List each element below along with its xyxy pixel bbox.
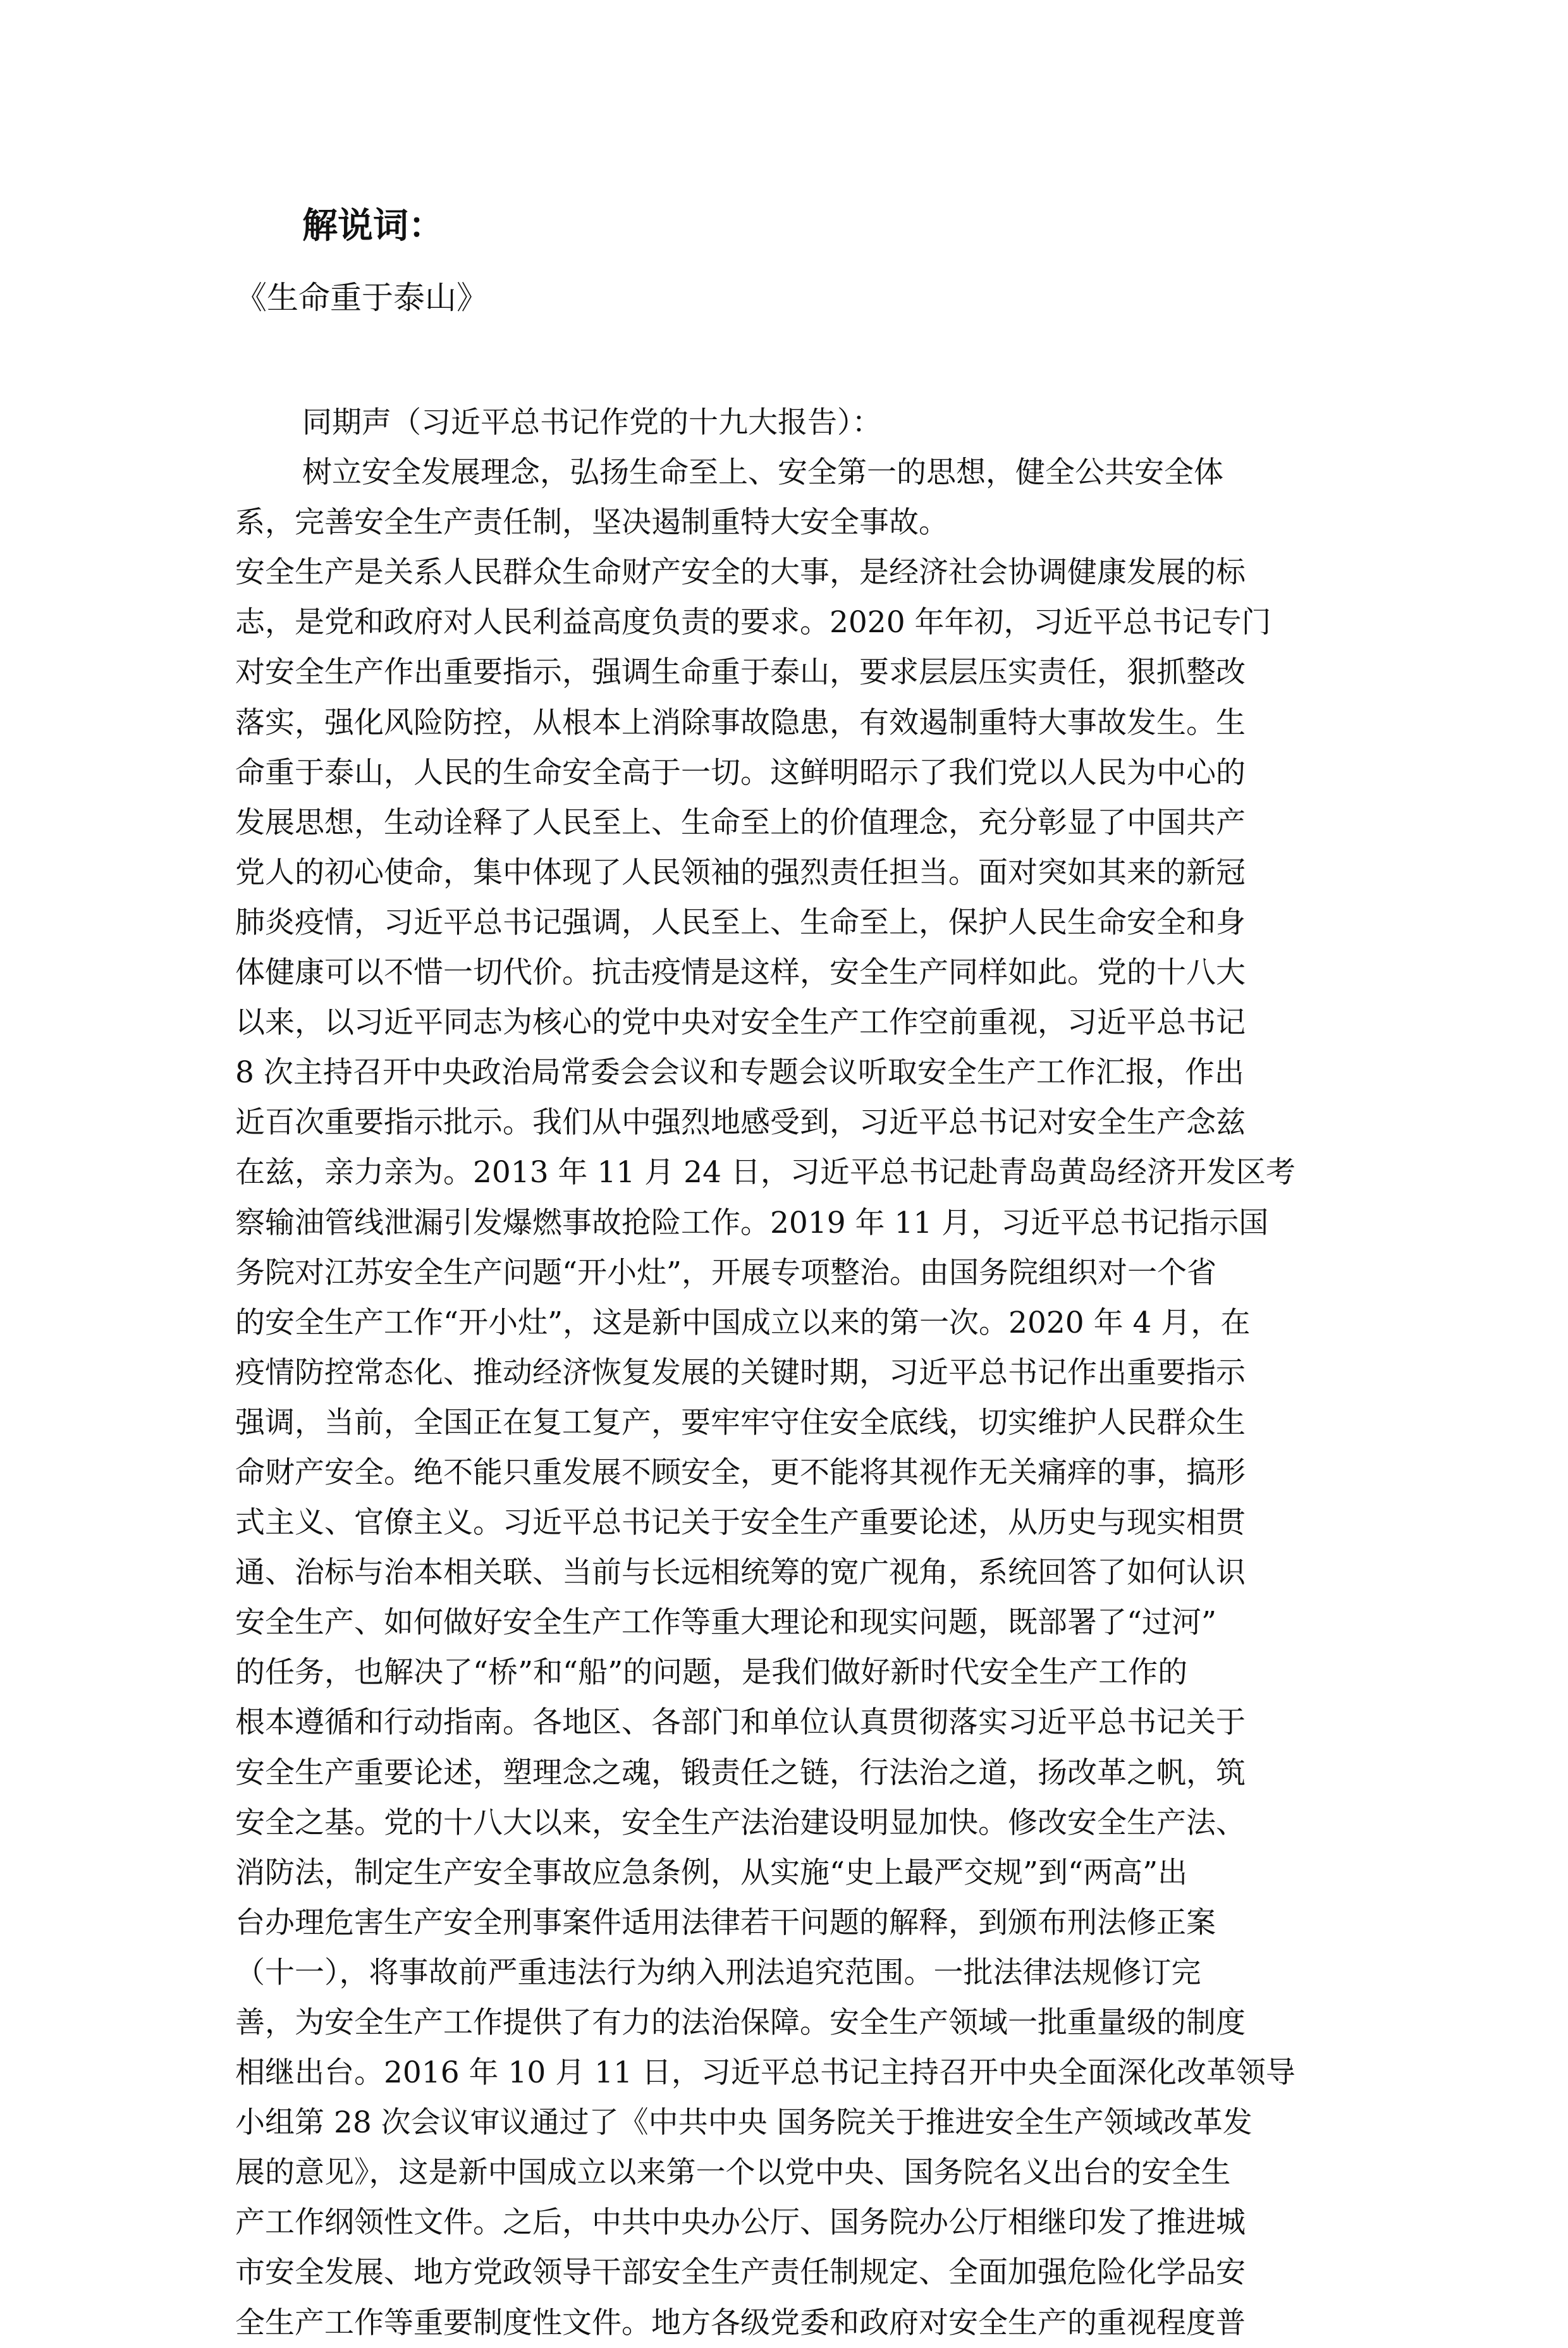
text-line-6: 对安全生产作出重要指示，强调生命重于泰山，要求层层压实责任，狠抓整改	[235, 655, 1246, 690]
text-line-8: 命重于泰山，人民的生命安全高于一切。这鲜明昭示了我们党以人民为中心的	[235, 755, 1246, 790]
text-line-2: 树立安全发展理念，弘扬生命至上、安全第一的思想，健全公共安全体	[302, 455, 1223, 491]
text-line-22: 命财产安全。绝不能只重发展不顾安全，更不能将其视作无关痛痒的事，搞形	[235, 1455, 1246, 1490]
text-line-32: （十一），将事故前严重违法行为纳入刑法追究范围。一批法律法规修订完	[235, 1955, 1201, 1990]
text-line-34: 相继出台。2016 年 10 月 11 日，习近平总书记主持召开中央全面深化改革领导	[235, 2055, 1295, 2091]
text-line-4: 安全生产是关系人民群众生命财产安全的大事，是经济社会协调健康发展的标	[235, 555, 1246, 590]
text-line-37: 产工作纲领性文件。之后，中共中央办公厅、国务院办公厅相继印发了推进城	[235, 2205, 1246, 2241]
text-line-14: 8 次主持召开中央政治局常委会会议和专题会议听取安全生产工作汇报，作出	[235, 1055, 1244, 1091]
text-line-33: 善，为安全生产工作提供了有力的法治保障。安全生产领域一批重量级的制度	[235, 2005, 1246, 2040]
text-line-39: 全生产工作等重要制度性文件。地方各级党委和政府对安全生产的重视程度普	[235, 2305, 1246, 2340]
text-line-5: 志，是党和政府对人民利益高度负责的要求。2020 年年初，习近平总书记专门	[235, 605, 1271, 640]
text-line-21: 强调，当前，全国正在复工复产，要牢牢守住安全底线，切实维护人民群众生	[235, 1405, 1246, 1440]
text-line-20: 疫情防控常态化、推动经济恢复发展的关键时期，习近平总书记作出重要指示	[235, 1355, 1246, 1390]
text-line-9: 发展思想，生动诠释了人民至上、生命至上的价值理念，充分彰显了中国共产	[235, 805, 1246, 840]
subtitle: 《生命重于泰山》	[235, 279, 488, 316]
heading: 解说词：	[302, 205, 444, 247]
text-line-13: 以来，以习近平同志为核心的党中央对安全生产工作空前重视，习近平总书记	[235, 1005, 1246, 1041]
text-line-10: 党人的初心使命，集中体现了人民领袖的强烈责任担当。面对突如其来的新冠	[235, 855, 1246, 890]
text-line-18: 务院对江苏安全生产问题“开小灶”，开展专项整治。由国务院组织对一个省	[235, 1255, 1217, 1290]
text-line-38: 市安全发展、地方党政领导干部安全生产责任制规定、全面加强危险化学品安	[235, 2255, 1246, 2290]
text-line-7: 落实，强化风险防控，从根本上消除事故隐患，有效遏制重特大事故发生。生	[235, 705, 1246, 740]
text-line-16: 在兹，亲力亲为。2013 年 11 月 24 日，习近平总书记赴青岛黄岛经济开发区考	[235, 1155, 1295, 1190]
text-line-3: 系，完善安全生产责任制，坚决遏制重特大安全事故。	[235, 505, 948, 541]
text-line-19: 的安全生产工作“开小灶”，这是新中国成立以来的第一次。2020 年 4 月，在	[235, 1305, 1251, 1340]
text-line-35: 小组第 28 次会议审议通过了《中共中央 国务院关于推进安全生产领域改革发	[235, 2105, 1253, 2141]
body-text	[235, 398, 1334, 2348]
text-line-36: 展的意见》，这是新中国成立以来第一个以党中央、国务院名义出台的安全生	[235, 2155, 1231, 2191]
text-line-30: 消防法，制定生产安全事故应急条例，从实施“史上最严交规”到“两高”出	[235, 1855, 1188, 1890]
text-line-28: 安全生产重要论述，塑理念之魂，锻责任之链，行法治之道，扬改革之帆，筑	[235, 1755, 1246, 1790]
text-line-11: 肺炎疫情，习近平总书记强调，人民至上、生命至上，保护人民生命安全和身	[235, 905, 1246, 940]
text-line-15: 近百次重要指示批示。我们从中强烈地感受到，习近平总书记对安全生产念兹	[235, 1105, 1246, 1140]
text-line-29: 安全之基。党的十八大以来，安全生产法治建设明显加快。修改安全生产法、	[235, 1805, 1246, 1840]
text-line-17: 察输油管线泄漏引发爆燃事故抢险工作。2019 年 11 月，习近平总书记指示国	[235, 1205, 1269, 1240]
text-line-24: 通、治标与治本相关联、当前与长远相统筹的宽广视角，系统回答了如何认识	[235, 1555, 1246, 1591]
text-line-27: 根本遵循和行动指南。各地区、各部门和单位认真贯彻落实习近平总书记关于	[235, 1705, 1246, 1740]
text-line-31: 台办理危害生产安全刑事案件适用法律若干问题的解释，到颁布刑法修正案	[235, 1905, 1216, 1940]
text-line-26: 的任务，也解决了“桥”和“船”的问题，是我们做好新时代安全生产工作的	[235, 1655, 1188, 1691]
text-line-23: 式主义、官僚主义。习近平总书记关于安全生产重要论述，从历史与现实相贯	[235, 1505, 1246, 1541]
text-line-25: 安全生产、如何做好安全生产工作等重大理论和现实问题，既部署了“过河”	[235, 1605, 1217, 1641]
text-line-1: 同期声（习近平总书记作党的十九大报告）：	[302, 405, 882, 440]
text-line-12: 体健康可以不惜一切代价。抗击疫情是这样，安全生产同样如此。党的十八大	[235, 955, 1246, 991]
